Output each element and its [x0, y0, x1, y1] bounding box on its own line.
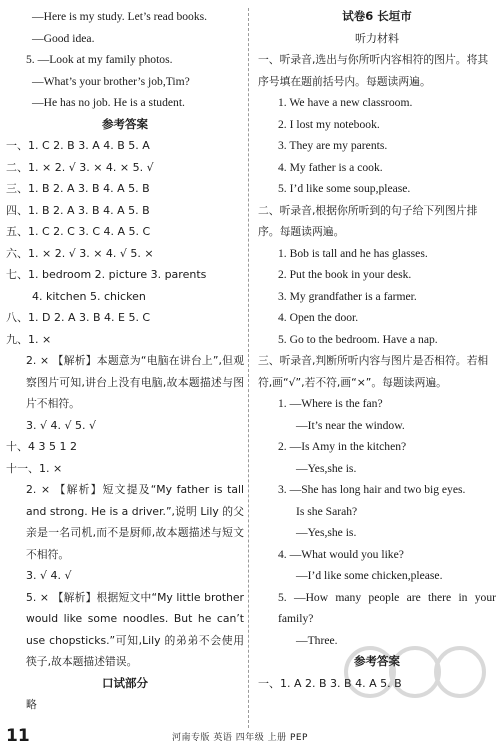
answers-heading: 参考答案 [102, 116, 148, 131]
dialog-line: —Good idea. [32, 31, 95, 45]
listening-line: 3. My grandfather is a farmer. [278, 289, 417, 303]
listening-line: 4. Open the door. [278, 311, 359, 324]
answer-row: 三、1. B 2. A 3. B 4. A 5. B [6, 182, 150, 195]
listening-line: 2. —Is Amy in the kitchen? [278, 440, 407, 453]
column-divider [248, 8, 249, 728]
listening-line: —Yes,she is. [296, 461, 357, 475]
answer-row: 七、1. bedroom 2. picture 3. parents [6, 268, 207, 281]
answer-row: 一、1. A 2. B 3. B 4. A 5. B [258, 676, 402, 690]
section-instruction: 一、听录音,选出与你所听内容相符的图片。将其序号填在题前括号内。每题读两遍。 [258, 53, 489, 88]
left-column [6, 6, 244, 716]
listening-line: —I’d like some chicken,please. [296, 569, 443, 582]
oral-body: 略 [26, 698, 37, 711]
answers-heading: 参考答案 [354, 654, 400, 668]
answer-row: 4. kitchen 5. chicken [32, 289, 146, 303]
dialog-line: —What’s your brother’s job,Tim? [32, 74, 190, 88]
listening-line: 5. I’d like some soup,please. [278, 182, 411, 195]
dialog-line: —Here is my study. Let’s read books. [32, 10, 208, 23]
listening-line: —Yes,she is. [296, 526, 357, 539]
listening-line: 2. I lost my notebook. [278, 117, 380, 131]
answer-row: 四、1. B 2. A 3. B 4. A 5. B [6, 203, 150, 217]
listening-line: —Three. [296, 633, 338, 647]
footer-text: 河南专版 英语 四年级 上册 PEP [172, 733, 308, 743]
answer-row: 十一、1. × [6, 461, 63, 475]
answer-row: 十、4 3 5 1 2 [6, 440, 77, 453]
answer-explanation: 2. × 【解析】本题意为“电脑在讲台上”,但观察图片可知,讲台上没有电脑,故本题描述与图片不相符。 [26, 354, 244, 410]
answer-row: 3. √ 4. √ [26, 569, 72, 582]
answer-row: 一、1. C 2. B 3. A 4. B 5. A [6, 139, 150, 152]
section-instruction: 二、听录音,根据你所听到的句子给下列图片排序。每题读两遍。 [258, 203, 478, 238]
listening-line: 5. —How many people are there in your family? [278, 590, 496, 625]
answer-row: 五、1. C 2. C 3. C 4. A 5. C [6, 225, 151, 238]
listening-line: 1. Bob is tall and he has glasses. [278, 246, 428, 260]
watermark-logo [340, 642, 490, 702]
listening-line: Is she Sarah? [296, 504, 358, 518]
answer-row: 八、1. D 2. A 3. B 4. E 5. C [6, 311, 151, 324]
answer-explanation: 2. × 【解析】短文提及“My father is tall and strong. He is a driver.”,说明 Lily 的父亲是一名司机,而不是厨师,故本题描述与短文不相符。 [26, 483, 244, 561]
listening-line: 4. —What would you like? [278, 547, 404, 561]
dialog-line: 5. —Look at my family photos. [26, 53, 173, 66]
listening-line: 1. We have a new classroom. [278, 96, 413, 109]
listening-line: 1. —Where is the fan? [278, 397, 383, 410]
answer-row: 六、1. × 2. √ 3. × 4. √ 5. × [6, 246, 154, 260]
listening-line: 3. They are my parents. [278, 139, 388, 152]
listening-heading: 听力材料 [355, 31, 399, 45]
answer-explanation: 5. × 【解析】根据短文中“My little brother would like some noodles. But he can’t use chopsticks.”可知,Lily 的弟弟不会使用筷子,故本题描述错误。 [26, 590, 244, 668]
exam-title: 试卷6 长垣市 [342, 9, 412, 23]
answer-row: 二、1. × 2. √ 3. × 4. × 5. √ [6, 160, 154, 174]
listening-line: 4. My father is a cook. [278, 160, 383, 174]
listening-line: 3. —She has long hair and two big eyes. [278, 483, 466, 496]
listening-line: 2. Put the book in your desk. [278, 268, 412, 281]
page-number: 11 [6, 726, 30, 746]
oral-heading: 口试部分 [102, 675, 148, 690]
dialog-line: —He has no job. He is a student. [32, 96, 185, 109]
right-column [258, 6, 496, 694]
answer-row: 九、1. × [6, 332, 52, 346]
page-footer [0, 728, 500, 749]
section-instruction: 三、听录音,判断所听内容与图片是否相符。若相符,画“√”,若不符,画“×”。每题读两遍。 [258, 354, 489, 389]
listening-line: 5. Go to the bedroom. Have a nap. [278, 332, 438, 346]
listening-line: —It’s near the window. [296, 418, 405, 432]
answer-row: 3. √ 4. √ 5. √ [26, 418, 96, 432]
